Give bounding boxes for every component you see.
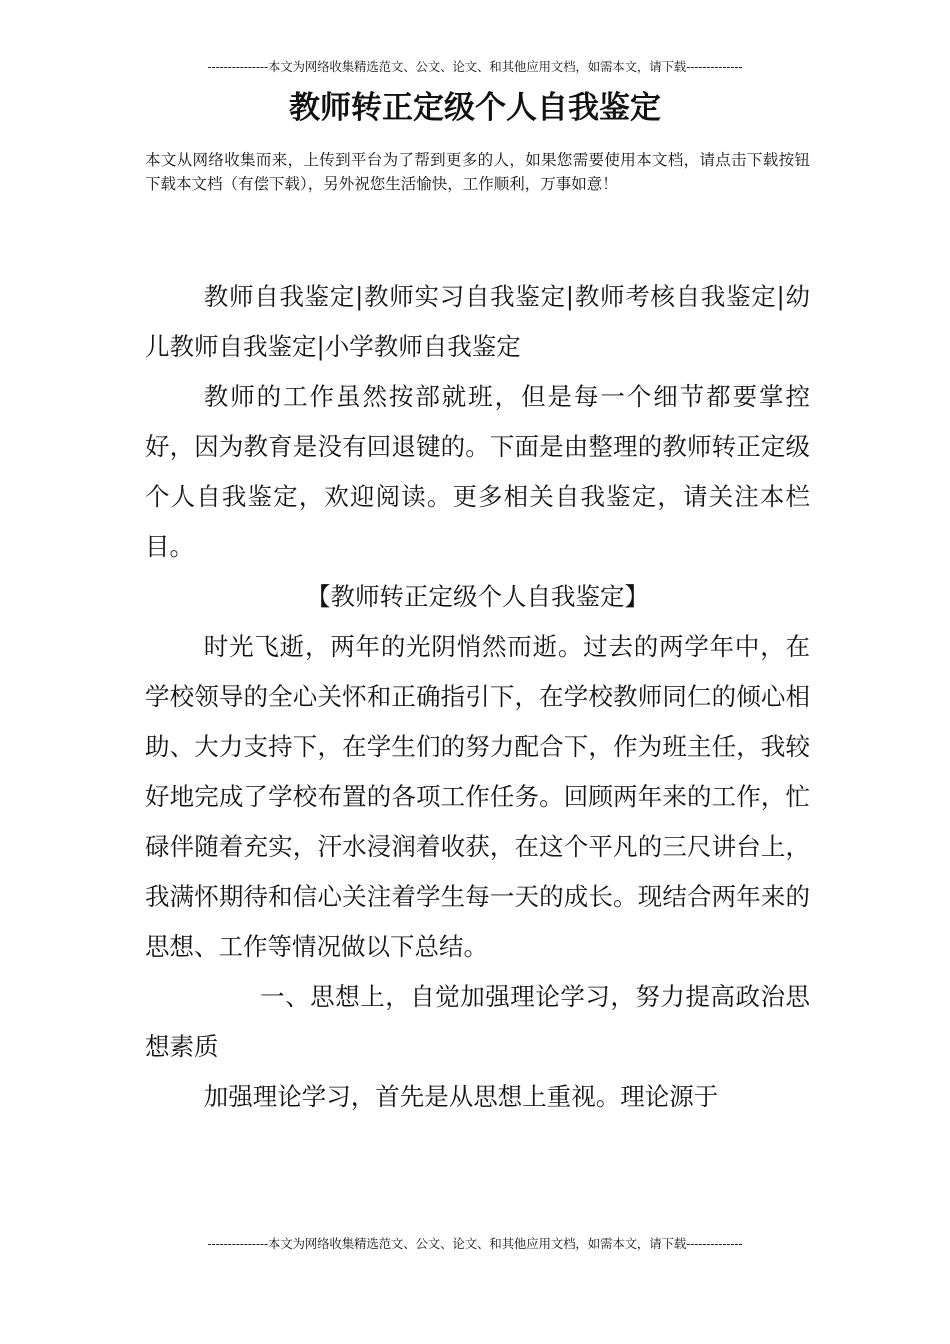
document-body	[145, 272, 810, 1122]
download-notice: 本文从网络收集而来，上传到平台为了帮到更多的人，如果您需要使用本文档，请点击下载按钮下载本文档（有偿下载），另外祝您生活愉快，工作顺利，万事如意！	[145, 151, 810, 193]
paragraph-theory-study: 加强理论学习，首先是从思想上重视。理论源于	[203, 1082, 719, 1111]
paragraph-related-links: 教师自我鉴定|教师实习自我鉴定|教师考核自我鉴定|幼儿教师自我鉴定|小学教师自我鉴定	[145, 282, 810, 361]
paragraph-intro: 教师的工作虽然按部就班，但是每一个细节都要掌控好，因为教育是没有回退键的。下面是由整理的教师转正定级个人自我鉴定，欢迎阅读。更多相关自我鉴定，请关注本栏目。	[145, 382, 810, 561]
document-title: 教师转正定级个人自我鉴定	[289, 90, 661, 126]
paragraph-summary: 时光飞逝，两年的光阴悄然而逝。过去的两学年中，在学校领导的全心关怀和正确指引下，在学校教师同仁的倾心相助、大力支持下，在学生们的努力配合下，作为班主任，我较好地完成了学校布置的各项工作任务。回顾两年来的工作，忙碌伴随着充实，汗水浸润着收获，在这个平凡的三尺讲台上，我满怀期待和信心关注着学生每一天的成长。现结合两年来的思想、工作等情况做以下总结。	[145, 632, 810, 961]
section-heading: 【教师转正定级个人自我鉴定】	[306, 582, 649, 611]
section-title-thought: 一、思想上，自觉加强理论学习，努力提高政治思想素质	[145, 982, 810, 1061]
header-rule-text: ---------------本文为网络收集精选范文、公文、论文、和其他应用文档，如需本文，请下载--------------	[207, 59, 743, 74]
footer-rule-text: ---------------本文为网络收集精选范文、公文、论文、和其他应用文档，如需本文，请下载--------------	[207, 1236, 743, 1251]
